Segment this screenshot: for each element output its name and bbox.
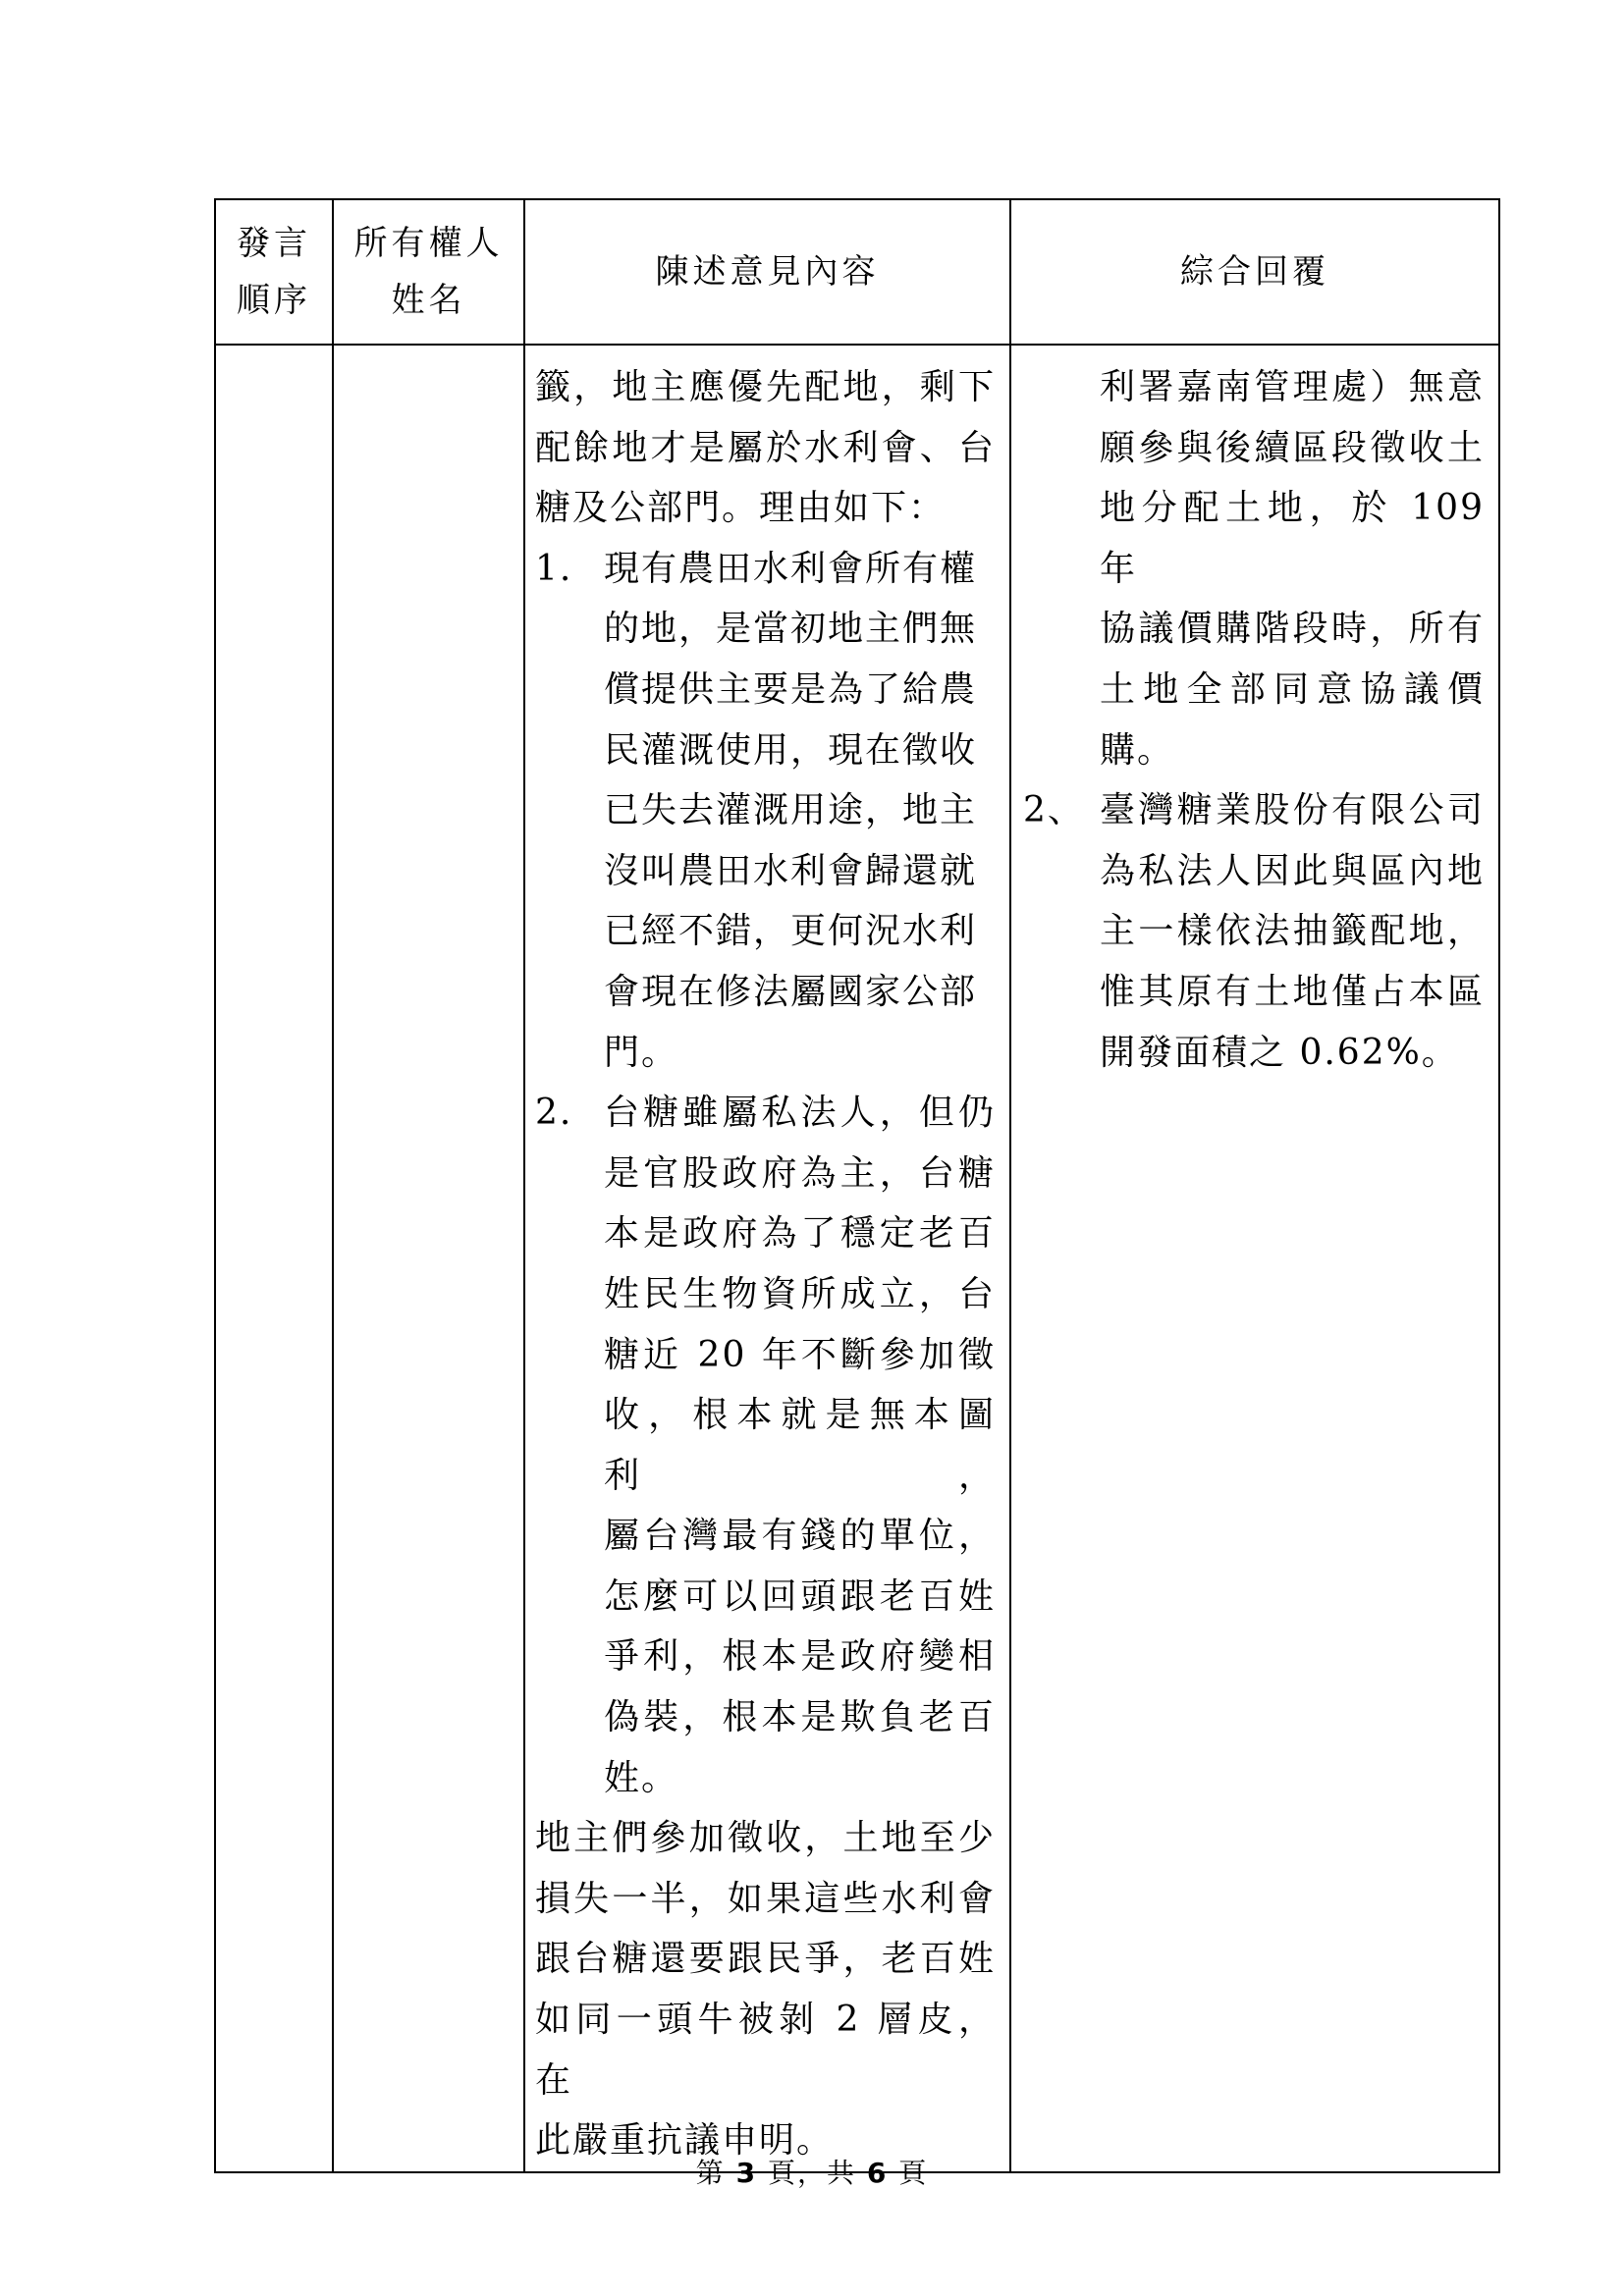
list-item: 2、 臺灣糖業股份有限公司 為私法人因此與區內地 主一樣依法抽籤配地， 惟其原有土地僅占本區 開發面積之 0.62%。	[1023, 780, 1485, 1083]
header-speaking-order: 發言 順序	[215, 199, 333, 345]
opinion-line: 損失一半，如果這些水利會	[535, 1878, 996, 1919]
list-number: 2、	[1023, 790, 1085, 831]
opinion-table	[214, 198, 1500, 2173]
list-item: 2. 台糖雖屬私法人，但仍 是官股政府為主，台糖 本是政府為了穩定老百 姓民生物資所成立，台 糖近 20 年不斷參加徵 收，根本就是無本圖利， 屬台灣最有錢的單位， 怎麼可以回頭跟老百姓 爭利，根本是政府變相 偽裝，根本是欺負老百 姓。	[535, 1083, 996, 1808]
opinion-line: 配餘地才是屬於水利會、台	[535, 427, 996, 468]
table-row	[215, 345, 1499, 2172]
reply-line: 協議價購階段時，所有	[1100, 609, 1485, 650]
page-footer: 第 3 頁，共 6 頁	[695, 2157, 929, 2189]
opinion-line: 跟台糖還要跟民爭，老百姓	[535, 1939, 996, 1980]
list-item: 1. 現有農田水利會所有權 的地，是當初地主們無 償提供主要是為了給農 民灌溉使用，現在徵收 已失去灌溉用途，地主 沒叫農田水利會歸還就 已經不錯，更何況水利 會現在修法屬國家公部 門。	[535, 539, 996, 1083]
opinion-line: 地主們參加徵收，土地至少	[535, 1818, 996, 1859]
opinion-line: 籤，地主應優先配地，剩下	[535, 367, 996, 407]
opinion-line: 如同一頭牛被剝 2 層皮，在	[535, 2000, 996, 2101]
list-number: 1.	[535, 548, 573, 589]
opinion-line: 此嚴重抗議申明。	[535, 2120, 835, 2162]
reply-line: 地分配土地，於 109 年	[1100, 488, 1485, 589]
header-owner-name: 所有權人 姓名	[333, 199, 524, 345]
total-page-count: 6	[866, 2157, 889, 2189]
reply-line: 利署嘉南管理處）無意	[1100, 367, 1485, 407]
reply-line: 購。	[1100, 729, 1175, 771]
table-header-row	[215, 199, 1499, 345]
reply-line: 土地全部同意協議價	[1100, 668, 1485, 710]
cell-owner-name	[333, 345, 524, 2172]
cell-opinion-content	[524, 345, 1010, 2172]
list-number: 2.	[535, 1093, 573, 1134]
cell-speaking-order	[215, 345, 333, 2172]
header-opinion-content: 陳述意見內容	[524, 199, 1010, 345]
cell-combined-reply	[1010, 345, 1499, 2172]
opinion-line: 糖及公部門。理由如下：	[535, 488, 947, 529]
header-combined-reply: 綜合回覆	[1010, 199, 1499, 345]
reply-line: 願參與後續區段徵收土	[1100, 427, 1485, 468]
current-page-number: 3	[735, 2157, 758, 2189]
